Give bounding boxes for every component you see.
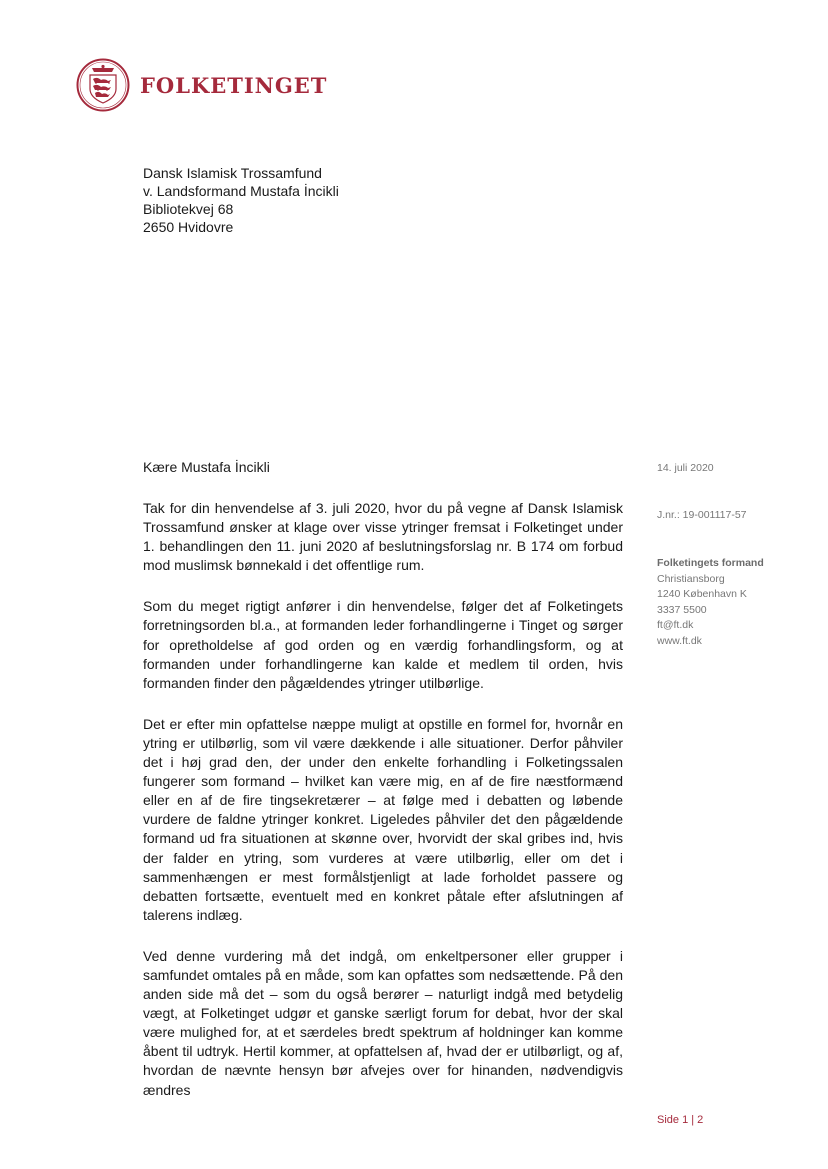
journal-number: J.nr.: 19-001117-57 — [657, 509, 747, 521]
page-number: Side 1 | 2 — [657, 1114, 704, 1126]
letterhead-logo — [76, 58, 327, 112]
body-paragraph: Som du meget rigtigt anfører i din henvendelse, følger det af Folketingets forretningsorden bl.a., at formanden leder forhandlingerne i Tinget og sørger for opretholdelse af god orden og en værdig forhandlingsform, og at formanden under forhandlingerne kan kalde et medlem til orden, hvis formanden finder den pågældendes ytringer utilbørlige. — [143, 598, 623, 691]
address-line: Dansk Islamisk Trossamfund — [143, 165, 322, 181]
recipient-address — [143, 164, 339, 236]
sender-contact — [657, 556, 764, 650]
address-line: v. Landsformand Mustafa İncikli — [143, 183, 339, 199]
contact-line: 1240 København K — [657, 588, 747, 601]
contact-line: ft@ft.dk — [657, 619, 694, 632]
contact-line: Christiansborg — [657, 572, 725, 585]
contact-line: 3337 5500 — [657, 603, 707, 616]
address-line: Bibliotekvej 68 — [143, 201, 234, 217]
body-paragraph: Ved denne vurdering må det indgå, om enkeltpersoner eller grupper i samfundet omtales på en måde, som kan opfattes som nedsættende. På den anden side må det – som du også berører – naturligt indgå med betydelig vægt, at Folketinget udgør et ganske særligt forum for debat, hvor der skal være mulighed for, at et særdeles bredt spektrum af holdninger kan komme åbent til udtryk. Hertil kommer, at opfattelsen af, hvad der er utilbørligt, og af, hvordan de nævnte hensyn bør afvejes over for hinanden, nødvendigvis ændres — [143, 947, 623, 1098]
contact-line: www.ft.dk — [657, 634, 702, 647]
address-line: 2650 Hvidovre — [143, 219, 234, 235]
salutation: Kære Mustafa İncikli — [143, 459, 270, 475]
body-paragraph: Det er efter min opfattelse næppe muligt at opstille en formel for, hvornår en ytring er utilbørlig, som vil være dækkende i alle situationer. Derfor påhviler det i høj grad den, der under den enkelte forhandling i Folketingssalen fungerer som formand – hvilket kan være mig, en af de fire næstformænd eller en af de fire tingsekretærer – at følge med i debatten og løbende vurdere de faldne ytringer konkret. Ligeledes påhviler det den pågældende formand ud fra situationen at skønne over, hvorvidt der skal gribes ind, hvis der falder en ytring, som vurderes at være utilbørlig, eller om det i sammenhængen er mest formålstjenligt at lade forholdet passere og debatten fortsætte, eventuelt med en konkret påtale efter afslutningen af talerens indlæg. — [143, 715, 623, 923]
royal-lion-seal-icon — [76, 58, 130, 112]
letter-body — [143, 499, 623, 1100]
sender-title: Folketingets formand — [657, 557, 764, 569]
letter-date: 14. juli 2020 — [657, 462, 714, 474]
body-paragraph: Tak for din henvendelse af 3. juli 2020, hvor du på vegne af Dansk Islamisk Trossamfund ønsker at klage over visse ytringer fremsat i Folketinget under 1. behandlingen den 11. juni 2020 af beslutningsforslag nr. B 174 om forbud mod muslimsk bønnekald i det offentlige rum. — [143, 500, 623, 574]
brand-name: FOLKETINGET — [140, 72, 328, 98]
